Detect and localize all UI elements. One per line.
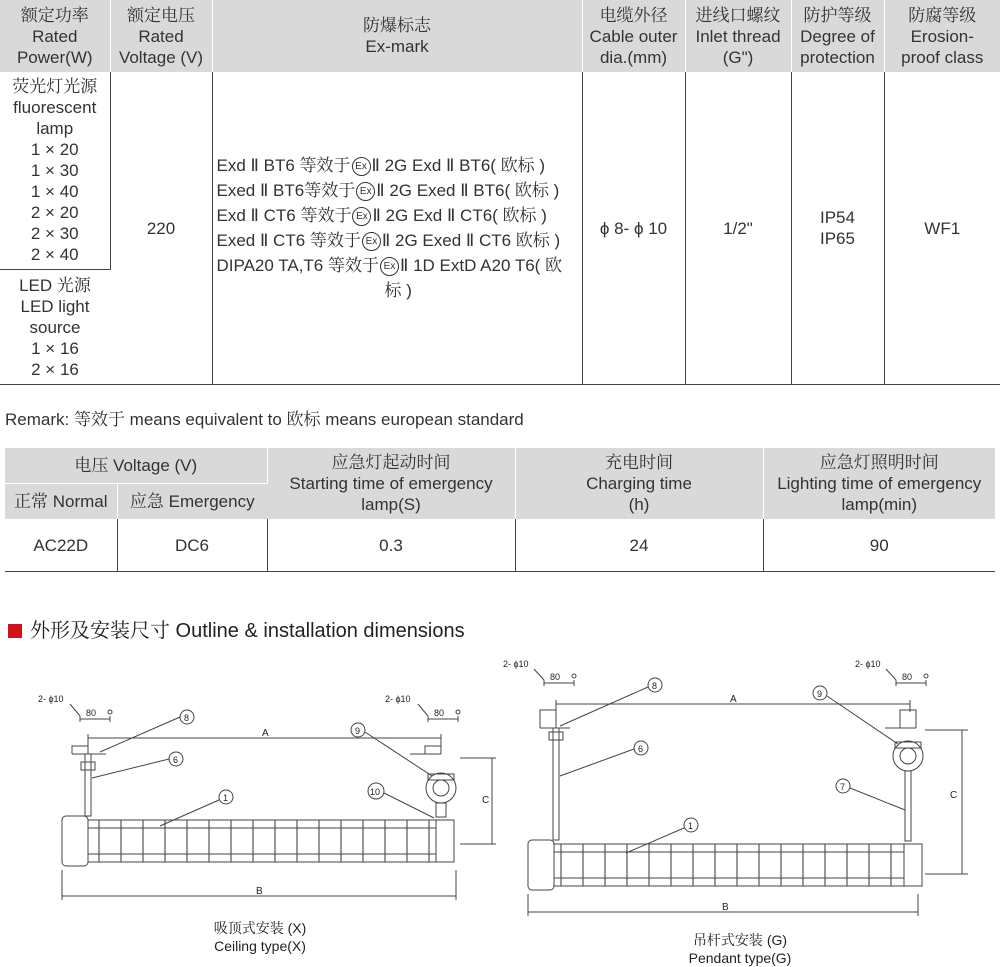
normal-value: AC22D (5, 519, 117, 572)
callout-6: 6 (638, 744, 644, 754)
header-light-time: 应急灯照明时间 Lighting time of emergency lamp(min) (763, 448, 995, 519)
dim-c: C (482, 795, 490, 806)
hole-label: 2- ϕ10 (385, 694, 411, 704)
ex-symbol-icon: Ex (380, 257, 399, 276)
header-charge-time: 充电时间 Charging time (h) (515, 448, 763, 519)
light-time-value: 90 (763, 519, 995, 572)
dim-a: A (262, 728, 269, 739)
spec-table (0, 0, 1000, 385)
power-fluorescent: 荧光灯光源 fluorescent lamp 1 × 20 1 × 30 1 × 40 2 × 20 2 × 30 2 × 40 (0, 72, 110, 270)
hole-label: 2- ϕ10 (38, 694, 64, 704)
header-rated-power: 额定功率 Rated Power(W) (0, 0, 110, 72)
callout-1: 1 (223, 793, 229, 803)
table-row (0, 72, 1000, 270)
spec-table-header (0, 0, 1000, 72)
callout-10: 10 (370, 787, 381, 797)
ex-symbol-icon: Ex (362, 232, 381, 251)
dim-80: 80 (550, 672, 561, 682)
emergency-value: DC6 (117, 519, 267, 572)
header-start-time: 应急灯起动时间 Starting time of emergency lamp(S) (267, 448, 515, 519)
header-erosion: 防腐等级 Erosion- proof class (884, 0, 1000, 72)
pendant-type-drawing (503, 659, 968, 916)
ex-symbol-icon: Ex (356, 182, 375, 201)
dim-80: 80 (902, 672, 913, 682)
table-row (5, 519, 995, 572)
callout-6: 6 (173, 755, 179, 765)
ex-mark-value: Exd Ⅱ BT6 等效于 Ex Ⅱ 2G Exd Ⅱ BT6( 欧标 ) Exed Ⅱ BT6等效于 Ex Ⅱ 2G Exed Ⅱ BT6( 欧标 ) Exd Ⅱ CT6 等效于 Ex Ⅱ 2G Exd Ⅱ CT6( 欧标 ) Exed Ⅱ CT6 等效于 Ex Ⅱ 2G Exed Ⅱ CT6 欧标 ) DIPA20 TA,T6 等效于 Ex Ⅱ 1D ExtD A20 T6( 欧 标 ) (212, 72, 582, 385)
erosion-value: WF1 (884, 72, 1000, 385)
cable-value: ϕ 8- ϕ 10 (582, 72, 685, 385)
dim-80: 80 (86, 708, 97, 718)
red-square-icon (8, 624, 22, 638)
ex-symbol-icon: Ex (352, 157, 371, 176)
header-ex-mark: 防爆标志 Ex-mark (212, 0, 582, 72)
header-thread: 进线口螺纹 Inlet thread (G") (685, 0, 791, 72)
remark-text: Remark: 等效于 means equivalent to 欧标 means european standard (5, 410, 524, 429)
dim-b: B (256, 886, 263, 897)
callout-8: 8 (184, 713, 190, 723)
section-title: 外形及安装尺寸 Outline & installation dimensions (8, 614, 465, 643)
pendant-caption: 吊杆式安装 (G) Pendant type(G) (688, 932, 792, 966)
power-led: LED 光源 LED light source 1 × 16 2 × 16 (0, 270, 110, 385)
header-normal: 正常 Normal (5, 484, 117, 520)
callout-1: 1 (688, 821, 694, 831)
dim-80: 80 (434, 708, 445, 718)
header-protection: 防护等级 Degree of protection (791, 0, 884, 72)
callout-9: 9 (817, 689, 823, 699)
callout-7: 7 (840, 782, 846, 792)
charge-time-value: 24 (515, 519, 763, 572)
header-voltage: 电压 Voltage (V) (5, 448, 267, 484)
hole-label: 2- ϕ10 (503, 659, 529, 669)
dim-c: C (950, 790, 958, 801)
emergency-table (5, 448, 995, 572)
header-rated-voltage: 额定电压 Rated Voltage (V) (110, 0, 212, 72)
hole-label: 2- ϕ10 (855, 659, 881, 669)
thread-value: 1/2" (685, 72, 791, 385)
start-time-value: 0.3 (267, 519, 515, 572)
callout-8: 8 (652, 681, 658, 691)
dim-b: B (722, 902, 729, 913)
installation-drawings (0, 648, 1000, 967)
callout-9: 9 (355, 726, 361, 736)
ceiling-type-drawing (38, 694, 496, 900)
protection-value: IP54 IP65 (791, 72, 884, 385)
ceiling-caption: 吸顶式安装 (X) Ceiling type(X) (213, 920, 307, 954)
dim-a: A (730, 694, 737, 705)
rated-voltage-value: 220 (110, 72, 212, 385)
header-cable: 电缆外径 Cable outer dia.(mm) (582, 0, 685, 72)
header-emergency: 应急 Emergency (117, 484, 267, 520)
ex-symbol-icon: Ex (352, 207, 371, 226)
